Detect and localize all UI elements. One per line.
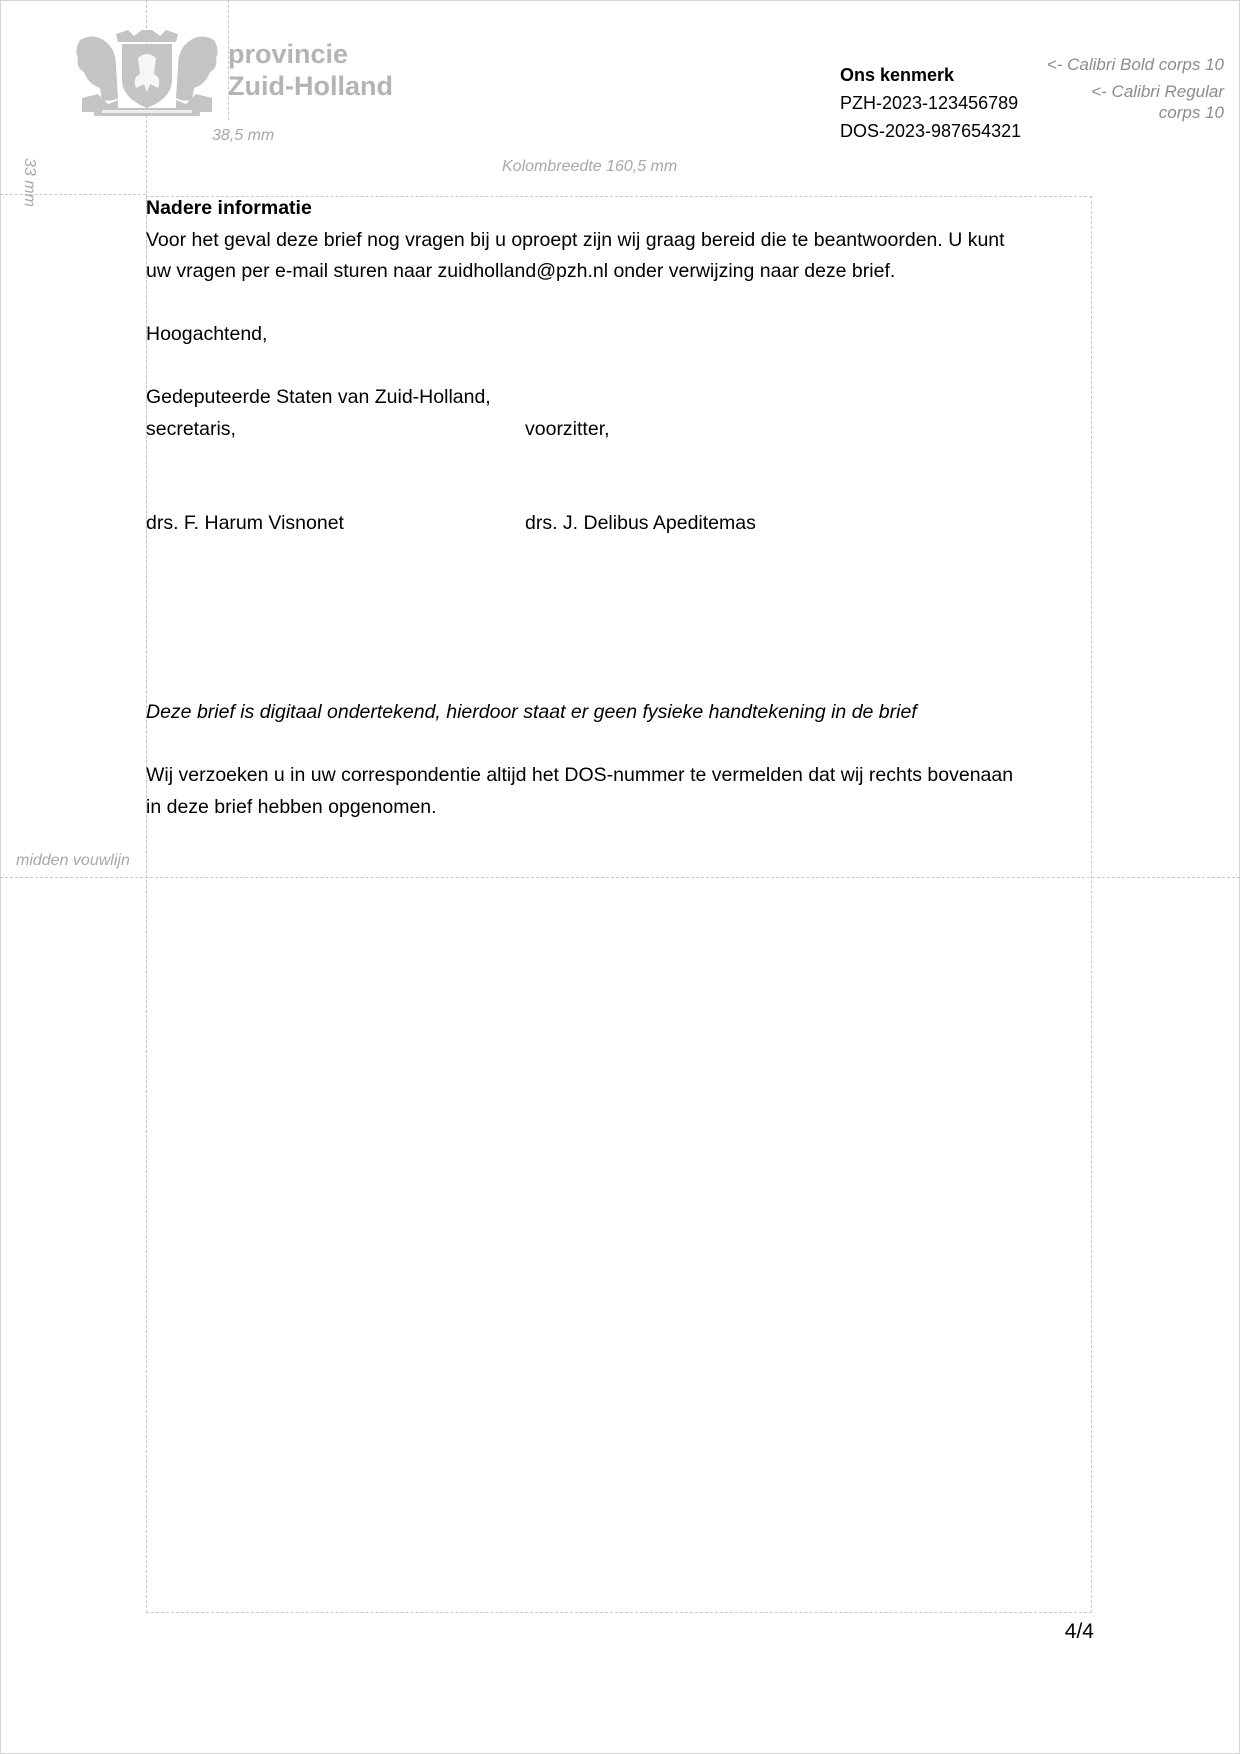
reference-label: Ons kenmerk (840, 65, 955, 85)
province-name-line1: provincie (228, 39, 349, 69)
reference-block (840, 61, 1021, 145)
province-name (228, 38, 393, 102)
page-number: 4/4 (1064, 1620, 1094, 1643)
secretary-name: drs. F. Harum Visnonet (146, 512, 344, 534)
top-margin-label: 33 mm (21, 158, 38, 207)
closing-salutation: Hoogachtend, (146, 323, 268, 345)
secretary-role: secretaris, (146, 417, 236, 440)
digital-signature-note: Deze brief is digitaal ondertekend, hierdoor staat er geen fysieke handtekening in de brief (146, 701, 917, 723)
bold-font-note: <- Calibri Bold corps 10 (1046, 55, 1224, 74)
signatory-roles (146, 414, 1092, 446)
info-paragraph-line2: uw vragen per e-mail sturen naar zuidholland@pzh.nl onder verwijzing naar deze brief. (146, 260, 896, 282)
province-name-line2: Zuid-Holland (228, 71, 393, 101)
chair-name: drs. J. Delibus Apeditemas (525, 512, 756, 534)
margin-left-label: 38,5 mm (212, 127, 275, 144)
column-width-label: Kolombreedte 160,5 mm (502, 158, 678, 175)
font-notes (1047, 54, 1224, 123)
coat-of-arms-icon (72, 28, 222, 118)
signatory-names (146, 508, 1092, 540)
letter-body (146, 193, 1092, 823)
organisation-name: Gedeputeerde Staten van Zuid-Holland, (146, 386, 491, 408)
dos-request-line1: Wij verzoeken u in uw correspondentie altijd het DOS-nummer te vermelden dat wij rechts bovenaan (146, 764, 1014, 786)
reference-dos-number: DOS-2023-987654321 (840, 121, 1022, 141)
info-paragraph-line1: Voor het geval deze brief nog vragen bij u oproept zijn wij graag bereid die te beantwoorden. U kunt (146, 228, 1005, 251)
section-heading: Nadere informatie (146, 197, 312, 219)
chair-role: voorzitter, (525, 417, 610, 440)
reference-pzh-number: PZH-2023-123456789 (840, 93, 1019, 113)
dos-request-line2: in deze brief hebben opgenomen. (146, 795, 437, 818)
regular-font-note-line2: corps 10 (1158, 103, 1224, 122)
fold-line-label: midden vouwlijn (16, 852, 130, 869)
regular-font-note-line1: <- Calibri Regular (1091, 82, 1224, 101)
